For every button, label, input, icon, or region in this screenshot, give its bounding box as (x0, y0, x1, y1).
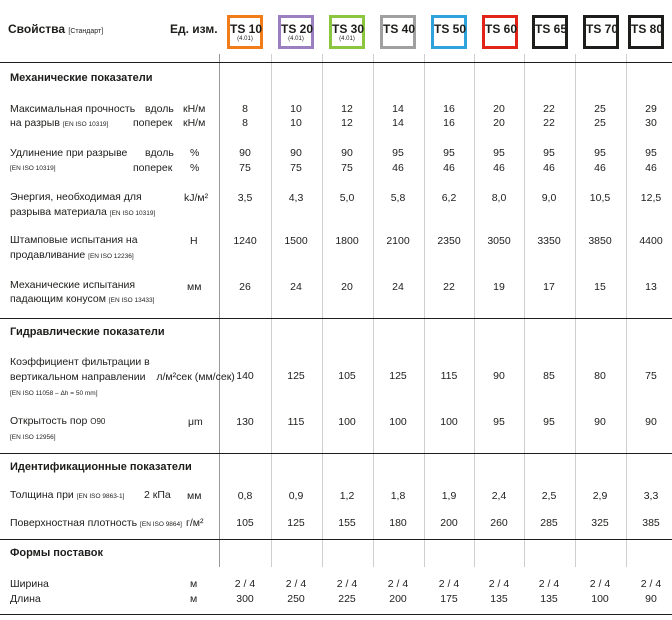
density-label (10, 516, 182, 532)
cone-std: [EN ISO 13433] (108, 297, 155, 304)
product-header-ts-80 (628, 15, 664, 49)
tensile-unit2: кН/м (183, 117, 206, 129)
length-value: 225 (338, 593, 356, 605)
pores-o90: O90 (90, 417, 106, 426)
tensile-value: 22 (543, 117, 555, 129)
cone-value: 22 (443, 281, 455, 293)
energy-value: 4,3 (288, 192, 304, 204)
tensile-value: 25 (594, 103, 606, 115)
elongation-value: 95 (645, 147, 657, 159)
section-rule (0, 539, 672, 540)
column-divider (575, 54, 576, 567)
column-divider (322, 54, 323, 567)
pores-value: 90 (594, 416, 606, 428)
elongation-value: 95 (392, 147, 404, 159)
section-hydraulic: Гидравлические показатели (10, 326, 165, 338)
density-value: 125 (287, 517, 305, 529)
elongation-value: 46 (493, 162, 505, 174)
width-unit: м (190, 578, 198, 590)
thickness-value: 3,3 (643, 490, 659, 502)
tensile-std: [EN ISO 10319] (62, 121, 109, 128)
puncture-value: 1240 (233, 235, 257, 247)
tensile-value: 14 (392, 103, 404, 115)
filtration-value: 90 (493, 370, 505, 382)
thickness-label-text: Толщина при (10, 489, 74, 501)
tensile-value: 10 (290, 103, 302, 115)
tensile-value: 8 (242, 103, 248, 115)
filtration-value: 140 (236, 370, 254, 382)
column-divider (524, 54, 525, 567)
elongation-value: 46 (645, 162, 657, 174)
energy-value: 10,5 (589, 192, 611, 204)
puncture-label-text: продавливание (10, 249, 86, 261)
pores-value: 100 (440, 416, 458, 428)
pores-value: 100 (338, 416, 356, 428)
section-delivery: Формы поставок (10, 547, 103, 559)
elongation-value: 95 (493, 147, 505, 159)
cone-label-text: падающим конусом (10, 293, 106, 305)
elongation-value: 90 (239, 147, 251, 159)
energy-value: 3,5 (237, 192, 253, 204)
energy-value: 6,2 (441, 192, 457, 204)
pores-value: 95 (493, 416, 505, 428)
length-label: Длина (10, 593, 41, 605)
elongation-value: 90 (341, 147, 353, 159)
tensile-label-line2: на разрыв (10, 117, 60, 129)
thickness-pressure: 2 кПа (144, 489, 171, 501)
elongation-dir1: вдоль (145, 147, 174, 159)
column-divider (474, 54, 475, 567)
width-value: 2 / 4 (285, 578, 307, 590)
elongation-dir2: поперек (133, 162, 173, 174)
puncture-value: 3850 (588, 235, 612, 247)
puncture-unit: Н (190, 235, 198, 247)
puncture-label-line1: Штамповые испытания на (10, 234, 138, 246)
tensile-value: 8 (242, 117, 248, 129)
filtration-unit: л/м²сек (мм/сек) (156, 371, 235, 383)
cone-label-line1: Механические испытания (10, 279, 136, 291)
product-subcode: (4.01) (288, 36, 304, 42)
elongation-value: 75 (239, 162, 251, 174)
elongation-value: 75 (341, 162, 353, 174)
pores-value: 90 (645, 416, 657, 428)
length-unit: м (190, 593, 198, 605)
puncture-value: 4400 (639, 235, 663, 247)
cone-value: 24 (290, 281, 302, 293)
density-value: 180 (389, 517, 407, 529)
section-rule (0, 453, 672, 454)
elongation-value: 46 (443, 162, 455, 174)
tensile-unit1: кН/м (183, 103, 206, 115)
cone-value: 13 (645, 281, 657, 293)
elongation-value: 75 (290, 162, 302, 174)
cone-value: 24 (392, 281, 404, 293)
length-value: 135 (540, 593, 558, 605)
tensile-value: 12 (341, 103, 353, 115)
puncture-value: 3050 (487, 235, 511, 247)
product-header-ts-65 (532, 15, 568, 49)
elongation-label: Удлинение при разрыве (10, 147, 128, 159)
filtration-value: 80 (594, 370, 606, 382)
filtration-value: 105 (338, 370, 356, 382)
product-subcode: (4.01) (237, 36, 253, 42)
pores-unit: μm (188, 416, 203, 428)
thickness-value: 0,8 (237, 490, 253, 502)
filtration-value: 125 (389, 370, 407, 382)
width-value: 2 / 4 (234, 578, 256, 590)
properties-label: Свойства (8, 22, 66, 36)
length-value: 135 (490, 593, 508, 605)
elongation-unit2: % (190, 162, 200, 174)
product-header-ts-30 (329, 15, 365, 49)
length-value: 175 (440, 593, 458, 605)
thickness-value: 2,9 (592, 490, 608, 502)
density-unit: г/м² (186, 517, 204, 529)
pores-value: 115 (287, 416, 305, 428)
tensile-value: 25 (594, 117, 606, 129)
cone-value: 17 (543, 281, 555, 293)
pores-std: [EN ISO 12956] (10, 434, 56, 441)
elongation-value: 90 (290, 147, 302, 159)
column-divider (219, 54, 220, 567)
product-header-ts-20 (278, 15, 314, 49)
width-value: 2 / 4 (538, 578, 560, 590)
length-value: 250 (287, 593, 305, 605)
tensile-value: 10 (290, 117, 302, 129)
thickness-value: 1,8 (390, 490, 406, 502)
puncture-value: 2350 (437, 235, 461, 247)
width-value: 2 / 4 (336, 578, 358, 590)
product-name: TS 10 (230, 22, 263, 36)
length-value: 90 (645, 593, 657, 605)
tensile-value: 22 (543, 103, 555, 115)
tensile-value: 14 (392, 117, 404, 129)
product-header-ts-70 (583, 15, 619, 49)
tensile-value: 20 (493, 103, 505, 115)
tensile-value: 30 (645, 117, 657, 129)
thickness-value: 2,4 (491, 490, 507, 502)
tensile-label-line1: Максимальная прочность (10, 103, 136, 115)
column-divider (373, 54, 374, 567)
thickness-label (10, 488, 124, 504)
tensile-dir2: поперек (133, 117, 173, 129)
density-std: [EN ISO 9864] (140, 521, 182, 528)
length-value: 300 (236, 593, 254, 605)
density-value: 105 (236, 517, 254, 529)
column-divider (626, 54, 627, 567)
width-value: 2 / 4 (488, 578, 510, 590)
density-value: 385 (642, 517, 660, 529)
elongation-value: 46 (594, 162, 606, 174)
units-header: Ед. изм. (170, 22, 218, 36)
tensile-value: 20 (493, 117, 505, 129)
filtration-value: 125 (287, 370, 305, 382)
density-value: 200 (440, 517, 458, 529)
length-value: 100 (591, 593, 609, 605)
section-rule (0, 318, 672, 319)
column-divider (424, 54, 425, 567)
elongation-value: 46 (392, 162, 404, 174)
product-name: TS 50 (434, 22, 467, 36)
width-value: 2 / 4 (438, 578, 460, 590)
puncture-value: 3350 (537, 235, 561, 247)
energy-std: [EN ISO 10319] (109, 210, 156, 217)
puncture-value: 2100 (386, 235, 410, 247)
product-header-ts-40 (380, 15, 416, 49)
product-name: TS 65 (535, 22, 568, 36)
elongation-value: 95 (594, 147, 606, 159)
elongation-value: 95 (443, 147, 455, 159)
tensile-value: 12 (341, 117, 353, 129)
product-name: TS 60 (485, 22, 518, 36)
density-label-text: Поверхностная плотность (10, 517, 138, 529)
density-value: 155 (338, 517, 356, 529)
column-divider (271, 54, 272, 567)
pores-label-text: Открытость пор (10, 415, 88, 427)
properties-header (8, 22, 103, 36)
thickness-value: 1,2 (339, 490, 355, 502)
thickness-value: 2,5 (541, 490, 557, 502)
density-value: 285 (540, 517, 558, 529)
filtration-label-line1: Коэффициент фильтрации в (10, 356, 150, 368)
filtration-label-line2 (10, 370, 235, 384)
product-header-ts-10 (227, 15, 263, 49)
energy-value: 12,5 (640, 192, 662, 204)
density-value: 325 (591, 517, 609, 529)
section-mechanical: Механические показатели (10, 72, 153, 84)
bottom-rule (0, 614, 672, 615)
energy-value: 8,0 (491, 192, 507, 204)
width-label: Ширина (10, 578, 49, 590)
cone-value: 26 (239, 281, 251, 293)
pores-value: 130 (236, 416, 254, 428)
tensile-value: 16 (443, 117, 455, 129)
thickness-value: 0,9 (288, 490, 304, 502)
thickness-value: 1,9 (441, 490, 457, 502)
energy-label-line2 (10, 205, 155, 221)
puncture-value: 1500 (284, 235, 308, 247)
energy-unit: kJ/м² (184, 192, 209, 204)
thickness-unit: мм (187, 490, 202, 502)
width-value: 2 / 4 (589, 578, 611, 590)
elongation-value: 95 (543, 147, 555, 159)
product-name: TS 70 (586, 22, 619, 36)
cone-value: 19 (493, 281, 505, 293)
elongation-std: [EN ISO 10319] (10, 165, 56, 172)
cone-label-line2 (10, 292, 154, 308)
pores-value: 100 (389, 416, 407, 428)
filtration-value: 75 (645, 370, 657, 382)
energy-label-line1: Энергия, необходимая для (10, 191, 142, 203)
cone-value: 15 (594, 281, 606, 293)
pores-value: 95 (543, 416, 555, 428)
tensile-value: 29 (645, 103, 657, 115)
product-header-ts-50 (431, 15, 467, 49)
elongation-value: 46 (543, 162, 555, 174)
cone-unit: мм (187, 281, 202, 293)
thickness-std: [EN ISO 9863-1] (76, 493, 125, 500)
energy-value: 5,8 (390, 192, 406, 204)
energy-value: 5,0 (339, 192, 355, 204)
puncture-value: 1800 (335, 235, 359, 247)
tensile-value: 16 (443, 103, 455, 115)
filtration-value: 85 (543, 370, 555, 382)
product-name: TS 80 (631, 22, 664, 36)
tensile-dir1: вдоль (145, 103, 174, 115)
energy-value: 9,0 (541, 192, 557, 204)
puncture-std: [EN ISO 12236] (88, 253, 134, 260)
section-rule (0, 62, 672, 63)
product-header-ts-60 (482, 15, 518, 49)
puncture-label-line2 (10, 248, 134, 264)
filtration-std: [EN ISO 11058 – Δh = 50 mm] (10, 390, 98, 397)
tensile-label (10, 102, 135, 116)
elongation-unit1: % (190, 147, 200, 159)
length-value: 200 (389, 593, 407, 605)
product-subcode: (4.01) (339, 36, 355, 42)
cone-value: 20 (341, 281, 353, 293)
width-value: 2 / 4 (387, 578, 409, 590)
width-value: 2 / 4 (640, 578, 662, 590)
tensile-label-2 (10, 116, 108, 132)
product-name: TS 30 (332, 22, 365, 36)
pores-label (10, 414, 105, 429)
filtration-label-text: вертикальном направлении (10, 371, 146, 383)
product-name: TS 40 (383, 22, 416, 36)
standard-label: [Стандарт] (68, 28, 104, 35)
density-value: 260 (490, 517, 508, 529)
section-identification: Идентификационные показатели (10, 461, 192, 473)
energy-label-text: разрыва материала (10, 206, 107, 218)
filtration-value: 115 (440, 370, 458, 382)
product-name: TS 20 (281, 22, 314, 36)
